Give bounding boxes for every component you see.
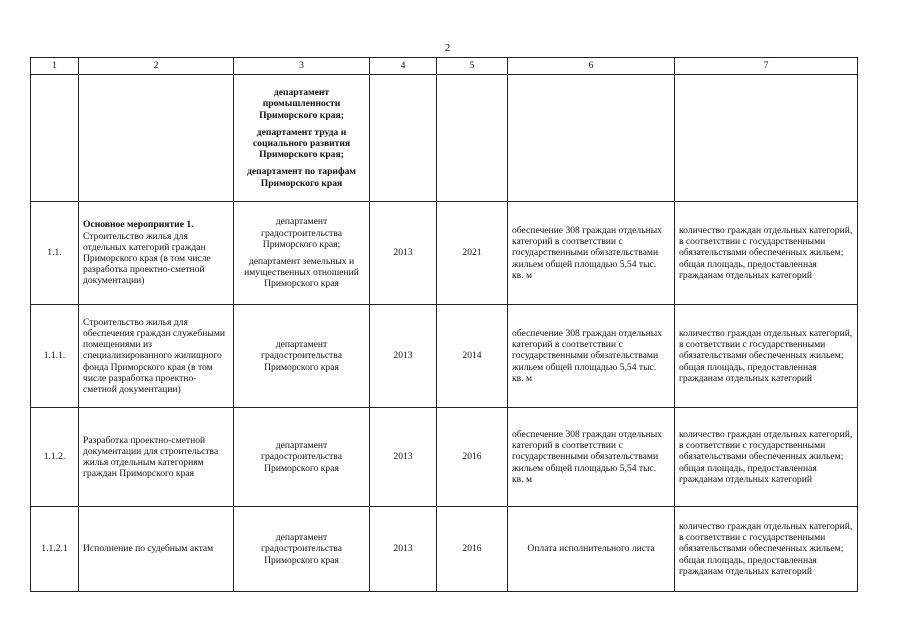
activity-cell: Исполнение по судебным актам [79, 507, 234, 592]
start-year-cell [370, 75, 437, 202]
table-row [31, 305, 858, 408]
program-activities-table [30, 57, 858, 592]
column-number-row [31, 58, 858, 75]
row-number-cell [31, 75, 79, 202]
row-number-cell: 1.1.1. [31, 305, 79, 408]
result-cell: обеспечение 308 граждан отдельных категорий в соответствии с государственными обязательствами жильем общей площадью 5,54 тыс. кв. м [508, 305, 675, 408]
responsible-entry: департамент промышленности Приморского края; [259, 87, 344, 121]
column-header: 7 [675, 58, 858, 75]
end-year-cell [437, 75, 508, 202]
result-cell: Оплата исполнительного листа [508, 507, 675, 592]
start-year-cell: 2013 [370, 202, 437, 305]
table-row [31, 75, 858, 202]
responsible-cell [234, 75, 370, 202]
activity-cell: Разработка проектно-сметной документации для строительства жилья отдельным категориям граждан Приморского края [79, 408, 234, 507]
start-year-cell: 2013 [370, 408, 437, 507]
activity-cell: Строительство жилья для обеспечения граждан служебными помещениями из специализированного жилищного фонда Приморского края (в том числе разработка проектно-сметной документации) [79, 305, 234, 408]
end-year-cell: 2016 [437, 408, 508, 507]
activity-cell [79, 202, 234, 305]
end-year-cell: 2014 [437, 305, 508, 408]
responsible-cell: департамент градостроительства Приморского края [234, 305, 370, 408]
column-header: 3 [234, 58, 370, 75]
page-number: 2 [444, 42, 451, 54]
row-number-cell: 1.1.2. [31, 408, 79, 507]
responsible-cell [234, 202, 370, 305]
start-year-cell: 2013 [370, 305, 437, 408]
indicator-cell: количество граждан отдельных категорий, в соответствии с государственными обязательствами обеспеченных жильем; общая площадь, предоставленная гражданам отдельных категорий [675, 202, 858, 305]
result-cell: обеспечение 308 граждан отдельных категорий в соответствии с государственными обязательствами жильем общей площадью 5,54 тыс. кв. м [508, 202, 675, 305]
activity-title-bold: Основное мероприятие 1. [83, 219, 194, 231]
end-year-cell: 2021 [437, 202, 508, 305]
responsible-entry: департамент труда и социального развития Приморского края; [252, 126, 351, 161]
indicator-cell: количество граждан отдельных категорий, в соответствии с государственными обязательствами обеспеченных жильем; общая площадь, предоставленная гражданам отдельных категорий [675, 305, 858, 408]
column-header: 1 [31, 58, 79, 75]
responsible-entry: департамент по тарифам Приморского края [247, 166, 356, 189]
table-row [31, 507, 858, 592]
column-header: 2 [79, 58, 234, 75]
indicator-cell [675, 75, 858, 202]
responsible-entry: департамент градостроительства Приморского края; [261, 216, 342, 250]
end-year-cell: 2016 [437, 507, 508, 592]
column-header: 6 [508, 58, 675, 75]
indicator-cell: количество граждан отдельных категорий, в соответствии с государственными обязательствами обеспеченных жильем; общая площадь, предоставленная гражданам отдельных категорий [675, 507, 858, 592]
column-header: 4 [370, 58, 437, 75]
result-cell: обеспечение 308 граждан отдельных категорий в соответствии с государственными обязательствами жильем общей площадью 5,54 тыс. кв. м [508, 408, 675, 507]
result-cell [508, 75, 675, 202]
indicator-cell: количество граждан отдельных категорий, в соответствии с государственными обязательствами обеспеченных жильем; общая площадь, предоставленная гражданам отдельных категорий [675, 408, 858, 507]
activity-cell [79, 75, 234, 202]
table-row [31, 202, 858, 305]
column-header: 5 [437, 58, 508, 75]
row-number-cell: 1.1. [31, 202, 79, 305]
table-row [31, 408, 858, 507]
responsible-cell: департамент градостроительства Приморского края [234, 408, 370, 507]
start-year-cell: 2013 [370, 507, 437, 592]
row-number-cell: 1.1.2.1 [31, 507, 79, 592]
responsible-cell: департамент градостроительства Приморского края [234, 507, 370, 592]
activity-title: Строительство жилья для отдельных категорий граждан Приморского края (в том числе разработка проектно-сметной документации) [83, 230, 211, 287]
responsible-entry: департамент земельных и имущественных отношений Приморского края [244, 256, 359, 290]
